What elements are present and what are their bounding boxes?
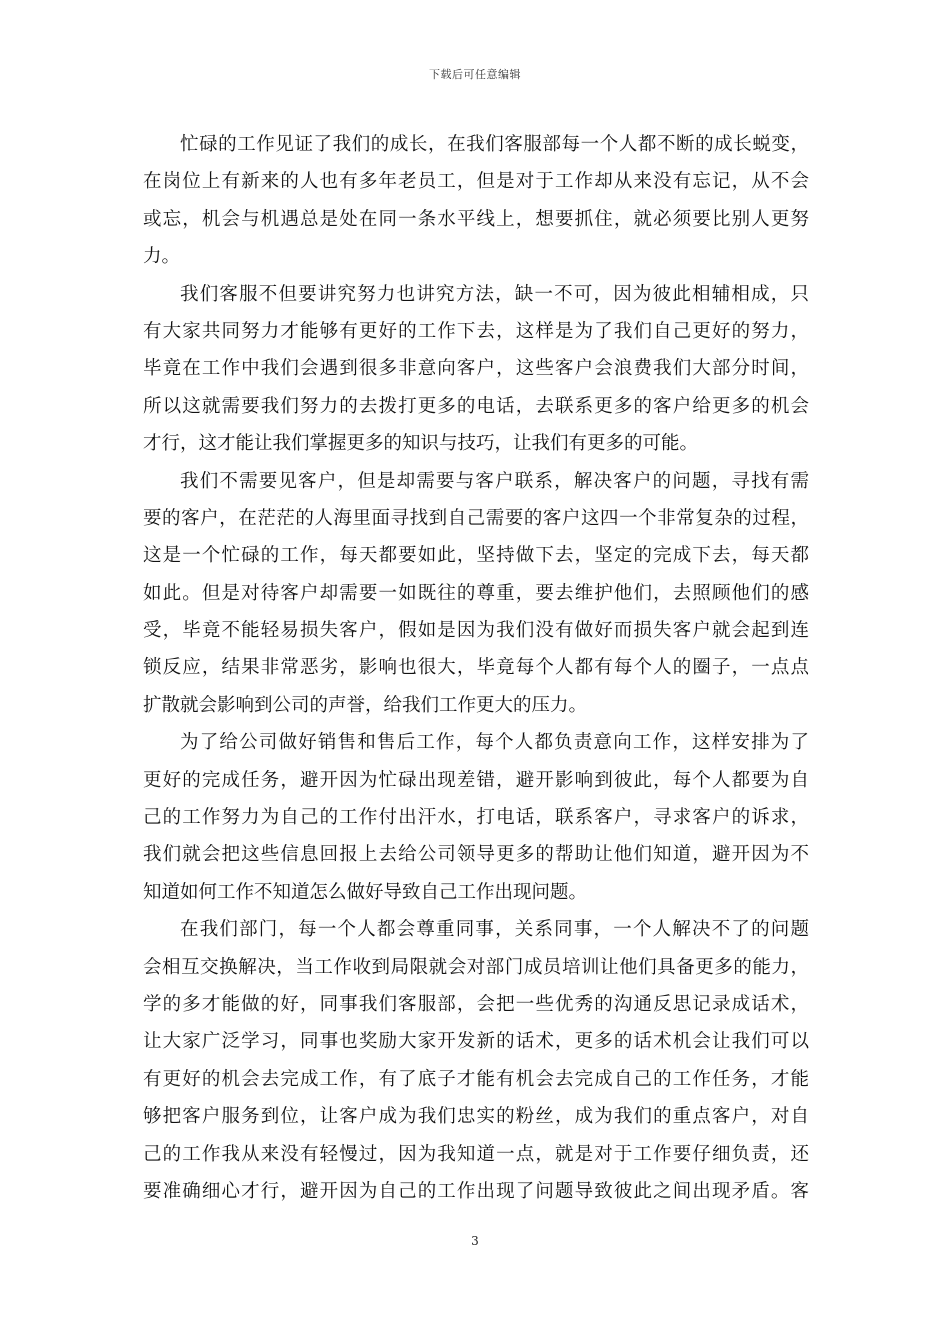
- text-line: 知道如何工作不知道怎么做好导致自己工作出现问题。: [143, 881, 588, 903]
- text-line: 或忘，机会与机遇总是处在同一条水平线上，想要抓住，就必须要比别人更努: [143, 208, 809, 230]
- text-line: 在岗位上有新来的人也有多年老员工，但是对于工作却从来没有忘记，从不会: [143, 171, 809, 193]
- text-line: 更好的完成任务，避开因为忙碌出现差错，避开影响到彼此，每个人都要为自: [143, 769, 809, 791]
- text-line: 学的多才能做的好，同事我们客服部，会把一些优秀的沟通反思记录成话术，: [143, 993, 809, 1015]
- document-body: [143, 126, 809, 1210]
- text-line: 毕竟在工作中我们会遇到很多非意向客户，这些客户会浪费我们大部分时间，: [143, 358, 809, 380]
- text-line: 我们客服不但要讲究努力也讲究方法，缺一不可，因为彼此相辅相成，只: [180, 283, 809, 305]
- page-number: 3: [471, 1234, 479, 1248]
- text-line: 才行，这才能让我们掌握更多的知识与技巧，让我们有更多的可能。: [143, 433, 699, 455]
- page-header: 下载后可任意编辑: [429, 68, 521, 81]
- text-line: 在我们部门，每一个人都会尊重同事，关系同事，一个人解决不了的问题: [180, 919, 809, 941]
- text-line: 够把客户服务到位，让客户成为我们忠实的粉丝，成为我们的重点客户，对自: [143, 1106, 809, 1128]
- text-line: 己的工作努力为自己的工作付出汗水，打电话，联系客户，寻求客户的诉求，: [143, 807, 809, 829]
- text-line: 如此。但是对待客户却需要一如既往的尊重，要去维护他们，去照顾他们的感: [143, 582, 809, 604]
- text-line: 为了给公司做好销售和售后工作，每个人都负责意向工作，这样安排为了: [180, 732, 809, 754]
- text-line: 有大家共同努力才能够有更好的工作下去，这样是为了我们自己更好的努力，: [143, 320, 809, 342]
- text-line: 让大家广泛学习，同事也奖励大家开发新的话术，更多的话术机会让我们可以: [143, 1031, 809, 1053]
- text-line: 会相互交换解决，当工作收到局限就会对部门成员培训让他们具备更多的能力，: [143, 956, 809, 978]
- text-line: 有更好的机会去完成工作，有了底子才能有机会去完成自己的工作任务，才能: [143, 1068, 809, 1090]
- text-line: 锁反应，结果非常恶劣，影响也很大，毕竟每个人都有每个人的圈子，一点点: [143, 657, 809, 679]
- text-line: 扩散就会影响到公司的声誉，给我们工作更大的压力。: [143, 694, 588, 716]
- text-line: 力。: [143, 246, 181, 268]
- text-line: 忙碌的工作见证了我们的成长，在我们客服部每一个人都不断的成长蜕变，: [180, 134, 809, 155]
- text-line: 我们就会把这些信息回报上去给公司领导更多的帮助让他们知道，避开因为不: [143, 844, 809, 866]
- text-line: 受，毕竟不能轻易损失客户，假如是因为我们没有做好而损失客户就会起到连: [143, 620, 809, 642]
- text-line: 这是一个忙碌的工作，每天都要如此，坚持做下去，坚定的完成下去，每天都: [143, 545, 809, 567]
- text-line: 所以这就需要我们努力的去拨打更多的电话，去联系更多的客户给更多的机会: [143, 395, 809, 417]
- text-line: 己的工作我从来没有轻慢过，因为我知道一点，就是对于工作要仔细负责，还: [143, 1143, 809, 1165]
- text-line: 要的客户，在茫茫的人海里面寻找到自己需要的客户这四一个非常复杂的过程，: [143, 507, 809, 529]
- text-line: 要准确细心才行，避开因为自己的工作出现了问题导致彼此之间出现矛盾。客: [143, 1180, 809, 1202]
- text-line: 我们不需要见客户，但是却需要与客户联系，解决客户的问题，寻找有需: [180, 470, 809, 492]
